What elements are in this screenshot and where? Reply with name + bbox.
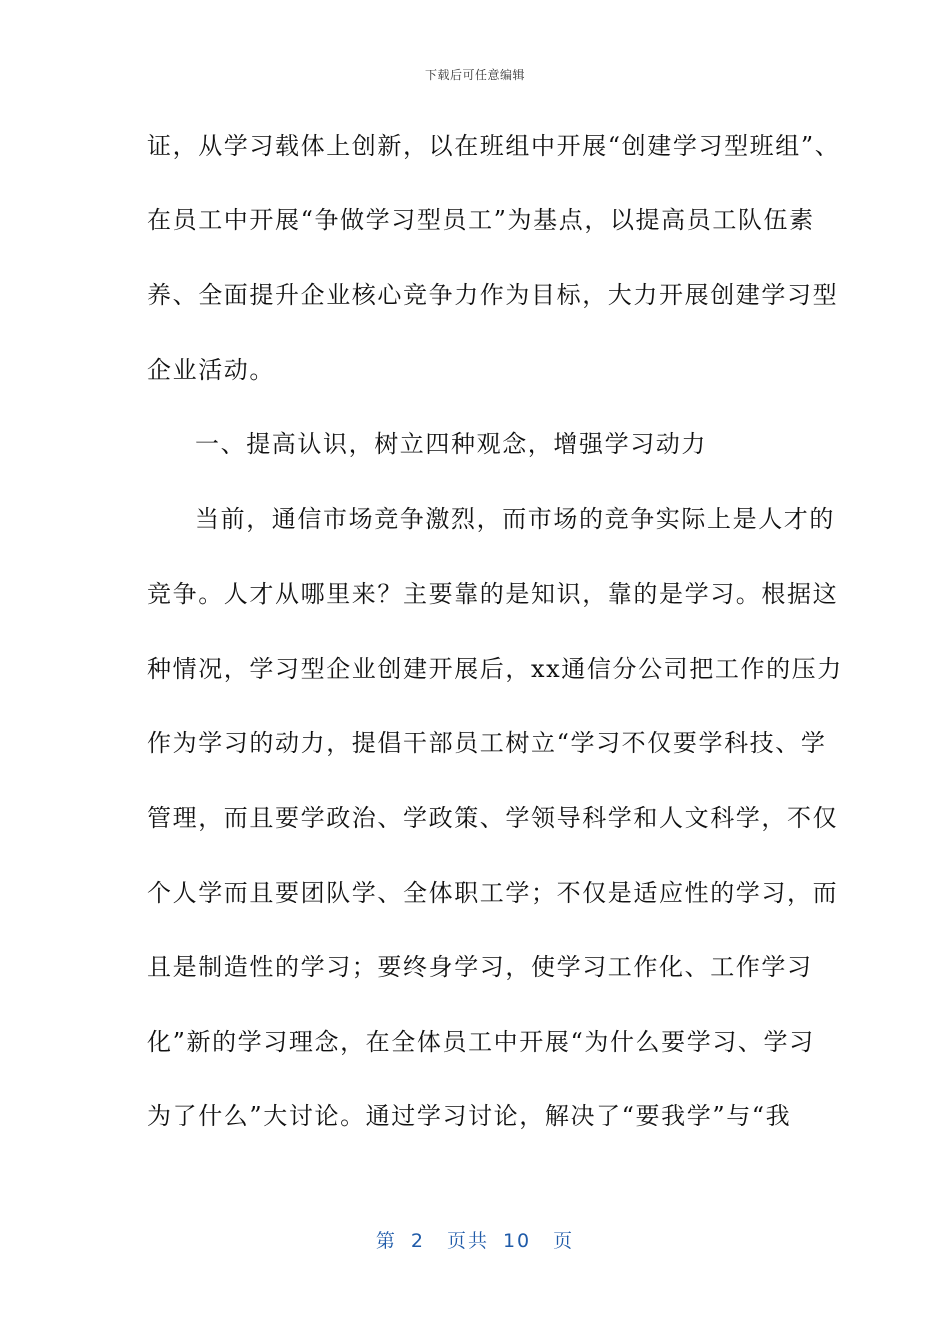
body-line-13: 化”新的学习理念，在全体员工中开展“为什么要学习、学习: [147, 1028, 815, 1056]
footer-middle: 页共: [446, 1230, 489, 1252]
page-header: 下载后可任意编辑: [424, 68, 525, 82]
body-line-11: 个人学而且要团队学、全体职工学；不仅是适应性的学习，而: [147, 879, 839, 907]
footer-prefix: 第: [375, 1230, 397, 1252]
body-line-3: 养、全面提升企业核心竞争力作为目标，大力开展创建学习型: [147, 281, 839, 309]
body-line-1: 证，从学习载体上创新，以在班组中开展“创建学习型班组”、: [147, 132, 841, 160]
body-line-9: 作为学习的动力，提倡干部员工树立“学习不仅要学科技、学: [147, 729, 827, 757]
section-heading: 一、提高认识，树立四种观念，增强学习动力: [195, 430, 707, 458]
footer-total-pages: 10: [502, 1230, 532, 1252]
body-line-6: 当前，通信市场竞争激烈，而市场的竞争实际上是人才的: [195, 505, 835, 533]
body-line-14: 为了什么”大讨论。通过学习讨论，解决了“要我学”与“我: [147, 1102, 792, 1130]
body-line-12: 且是制造性的学习；要终身学习，使学习工作化、工作学习: [147, 953, 813, 981]
body-line-8: 种情况，学习型企业创建开展后，xx通信分公司把工作的压力: [147, 655, 843, 683]
footer-page-number: 2: [410, 1230, 425, 1252]
body-line-10: 管理，而且要学政治、学政策、学领导科学和人文科学，不仅: [147, 804, 839, 832]
body-line-2: 在员工中开展“争做学习型员工”为基点，以提高员工队伍素: [147, 206, 815, 234]
body-line-4: 企业活动。: [147, 356, 275, 384]
footer-suffix: 页: [553, 1230, 575, 1252]
body-line-7: 竞争。人才从哪里来？主要靠的是知识，靠的是学习。根据这: [147, 580, 839, 608]
page-footer: [0, 1226, 950, 1253]
